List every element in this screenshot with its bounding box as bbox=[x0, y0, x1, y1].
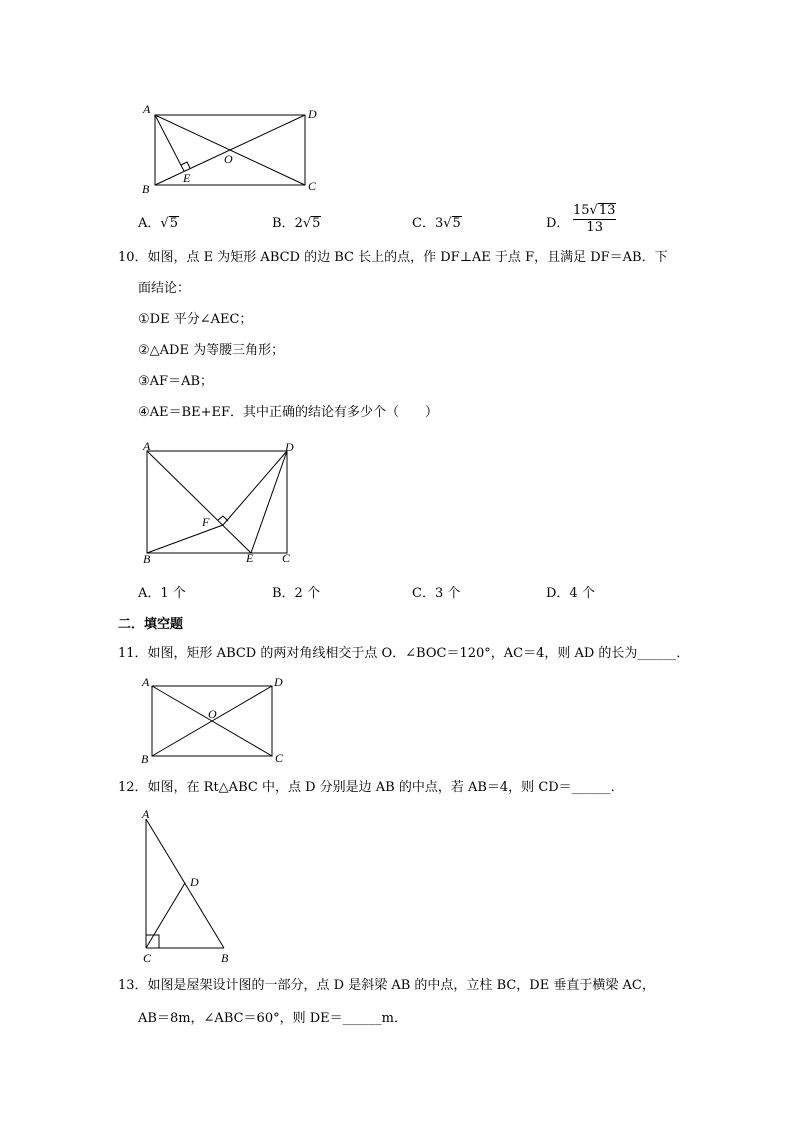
q10-option-d: D．4 个 bbox=[546, 586, 595, 601]
label-a: A bbox=[142, 675, 150, 689]
figure-q10-rectangle bbox=[135, 438, 305, 570]
segment-df bbox=[223, 451, 287, 525]
rectangle-abcd bbox=[147, 451, 287, 553]
label-o: O bbox=[208, 707, 217, 721]
q10-option-c: C．3 个 bbox=[412, 586, 461, 601]
label-a: A bbox=[142, 807, 150, 821]
q9-option-c: C．3√5 bbox=[412, 216, 461, 231]
q10-statement-1: ①DE 平分∠AEC； bbox=[138, 312, 253, 327]
q10-line2: 面结论： bbox=[138, 281, 191, 296]
label-a: A bbox=[143, 439, 151, 453]
figure-q12-triangle bbox=[135, 805, 245, 965]
q12-text: 12．如图，在 Rt△ABC 中，点 D 分别是边 AB 的中点，若 AB＝4，则 CD＝______． bbox=[118, 780, 624, 795]
label-d: D bbox=[274, 675, 283, 689]
label-d: D bbox=[285, 440, 294, 454]
q10-statement-3: ③AF＝AB； bbox=[138, 374, 214, 389]
q10-statement-4: ④AE＝BE+EF．其中正确的结论有多少个（ ） bbox=[138, 405, 438, 420]
section-title-fill-in: 二．填空题 bbox=[118, 617, 184, 632]
segment-ae bbox=[147, 451, 251, 553]
label-d: D bbox=[190, 875, 199, 889]
label-a: A bbox=[143, 102, 151, 116]
q9-option-b: B．2√5 bbox=[272, 216, 321, 231]
q13-line2: AB＝8m，∠ABC＝60°，则 DE＝______m． bbox=[138, 1011, 407, 1026]
label-c: C bbox=[282, 551, 291, 565]
label-b: B bbox=[142, 182, 150, 196]
segment-cd bbox=[146, 883, 185, 948]
label-f: F bbox=[202, 515, 210, 529]
segment-ae bbox=[155, 115, 184, 171]
q13-line1: 13．如图是屋架设计图的一部分，点 D 是斜梁 AB 的中点，立柱 BC，DE 垂直于横梁 AC， bbox=[118, 978, 655, 993]
q9-option-a: A．√5 bbox=[138, 216, 178, 231]
label-c: C bbox=[308, 179, 317, 193]
label-o: O bbox=[224, 152, 233, 166]
label-e: E bbox=[183, 171, 191, 185]
figure-q11-rectangle bbox=[138, 674, 298, 768]
q10-option-a: A．1 个 bbox=[138, 586, 186, 601]
label-b: B bbox=[141, 752, 149, 766]
q9-option-d-fraction: $\frac{15√13}{13}$ bbox=[573, 203, 616, 235]
segment-de bbox=[251, 451, 287, 553]
q11-text: 11．如图，矩形 ABCD 的两对角线相交于点 O．∠BOC＝120°，AC＝4，则 AD 的长为______． bbox=[118, 646, 690, 661]
label-b: B bbox=[221, 951, 229, 965]
label-c: C bbox=[275, 751, 284, 765]
q10-line1: 10．如图，点 E 为矩形 ABCD 的边 BC 长上的点，作 DF⊥AE 于点 F，且满足 DF＝AB．下 bbox=[118, 250, 668, 265]
q9-option-d: D． bbox=[546, 216, 570, 231]
label-d: D bbox=[308, 107, 317, 121]
label-c: C bbox=[143, 951, 152, 965]
q10-option-b: B．2 个 bbox=[272, 586, 320, 601]
q10-statement-2: ②△ADE 为等腰三角形； bbox=[138, 343, 285, 358]
label-b: B bbox=[143, 552, 151, 566]
figure-q9-rectangle bbox=[140, 100, 330, 200]
label-e: E bbox=[246, 551, 254, 565]
segment-bf bbox=[147, 525, 223, 553]
